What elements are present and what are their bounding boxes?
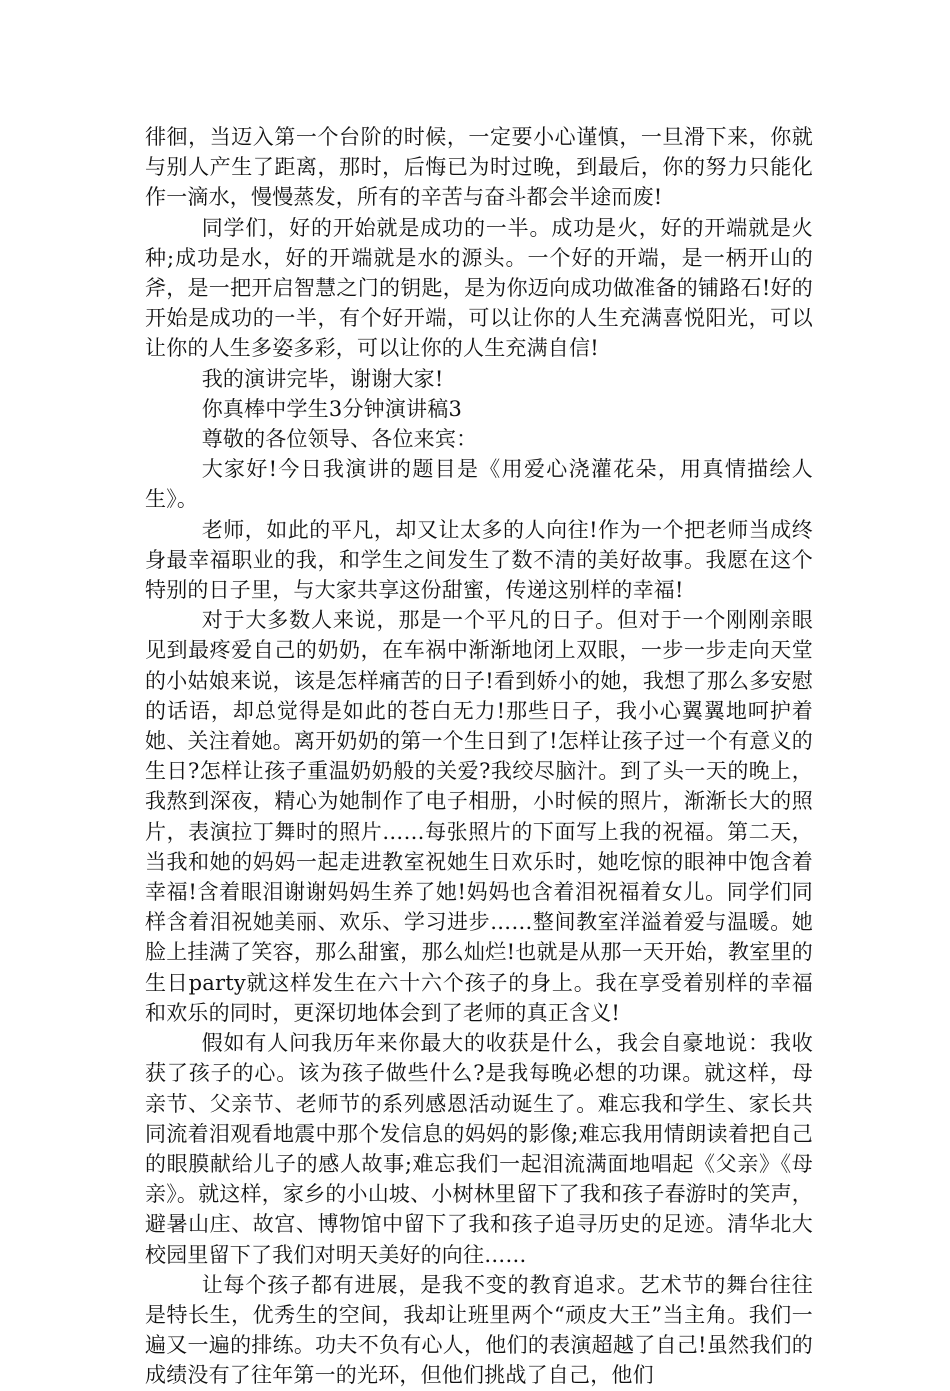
paragraph: 我的演讲完毕，谢谢大家! [201,366,444,391]
paragraph: 徘徊，当迈入第一个台阶的时候，一定要小心谨慎，一旦滑下来，你就与别人产生了距离，那时，后悔已为时过晚，到最后，你的努力只能化作一滴水，慢慢蒸发，所有的辛苦与奋斗都会半途而废! [145,125,813,210]
paragraph: 老师，如此的平凡，却又让太多的人向往!作为一个把老师当成终身最幸福职业的我，和学生之间发生了数不清的美好故事。我愿在这个特别的日子里，与大家共享这份甜蜜，传递这别样的幸福! [145,517,813,603]
paragraph: 大家好!今日我演讲的题目是《用爱心浇灌花朵，用真情描绘人生》。 [145,457,813,512]
paragraph: 让每个孩子都有进展，是我不变的教育追求。艺术节的舞台往往是特长生，优秀生的空间，我却让班里两个“顽皮大王”当主角。我们一遍又一遍的排练。功夫不负有心人，他们的表演超越了自己!虽然我们的成绩没有了往年第一的光环，但他们挑战了自己，他们 [145,1272,813,1388]
paragraph: 假如有人问我历年来你最大的收获是什么，我会自豪地说：我收获了孩子的心。该为孩子做些什么?是我每晚必想的功课。就这样，母亲节、父亲节、老师节的系列感恩活动诞生了。难忘我和学生、家长共同流着泪观看地震中那个发信息的妈妈的影像;难忘我用情朗读着把自己的眼膜献给儿子的感人故事;难忘我们一起泪流满面地唱起《父亲》《母亲》。就这样，家乡的小山坡、小树林里留下了我和孩子春游时的笑声，避暑山庄、故宫、博物馆中留下了我和孩子追寻历史的足迹。清华北大校园里留下了我们对明天美好的向往…… [145,1031,813,1267]
speech-title: 你真棒中学生3分钟演讲稿3 [201,396,463,421]
paragraph: 对于大多数人来说，那是一个平凡的日子。但对于一个刚刚亲眼见到最疼爱自己的奶奶，在车祸中渐渐地闭上双眼，一步一步走向天堂的小姑娘来说，该是怎样痛苦的日子!看到娇小的她，我想了那么多安慰的话语，却总觉得是如此的苍白无力!那些日子，我小心翼翼地呵护着她、关注着她。离开奶奶的第一个生日到了!怎样让孩子过一个有意义的生日?怎样让孩子重温奶奶般的关爱?我绞尽脑汁。到了头一天的晚上，我熬到深夜，精心为她制作了电子相册，小时候的照片，渐渐长大的照片，表演拉丁舞时的照片……每张照片的下面写上我的祝福。第二天，当我和她的妈妈一起走进教室祝她生日欢乐时，她吃惊的眼神中饱含着幸福!含着眼泪谢谢妈妈生养了她!妈妈也含着泪祝福着女儿。同学们同样含着泪祝她美丽、欢乐、学习进步……整间教室洋溢着爱与温暖。她脸上挂满了笑容，那么甜蜜，那么灿烂!也就是从那一天开始，教室里的生日party就这样发生在六十六个孩子的身上。我在享受着别样的幸福和欢乐的同时，更深切地体会到了老师的真正含义! [145,608,813,1025]
document-body [145,122,813,1391]
salutation: 尊敬的各位领导、各位来宾： [201,427,478,452]
paragraph: 同学们，好的开始就是成功的一半。成功是火，好的开端就是火种;成功是水，好的开端就是水的源头。一个好的开端，是一柄开山的斧，是一把开启智慧之门的钥匙，是为你迈向成功做准备的铺路石!好的开始是成功的一半，有个好开端，可以让你的人生充满喜悦阳光，可以让你的人生多姿多彩，可以让你的人生充满自信! [145,215,813,361]
